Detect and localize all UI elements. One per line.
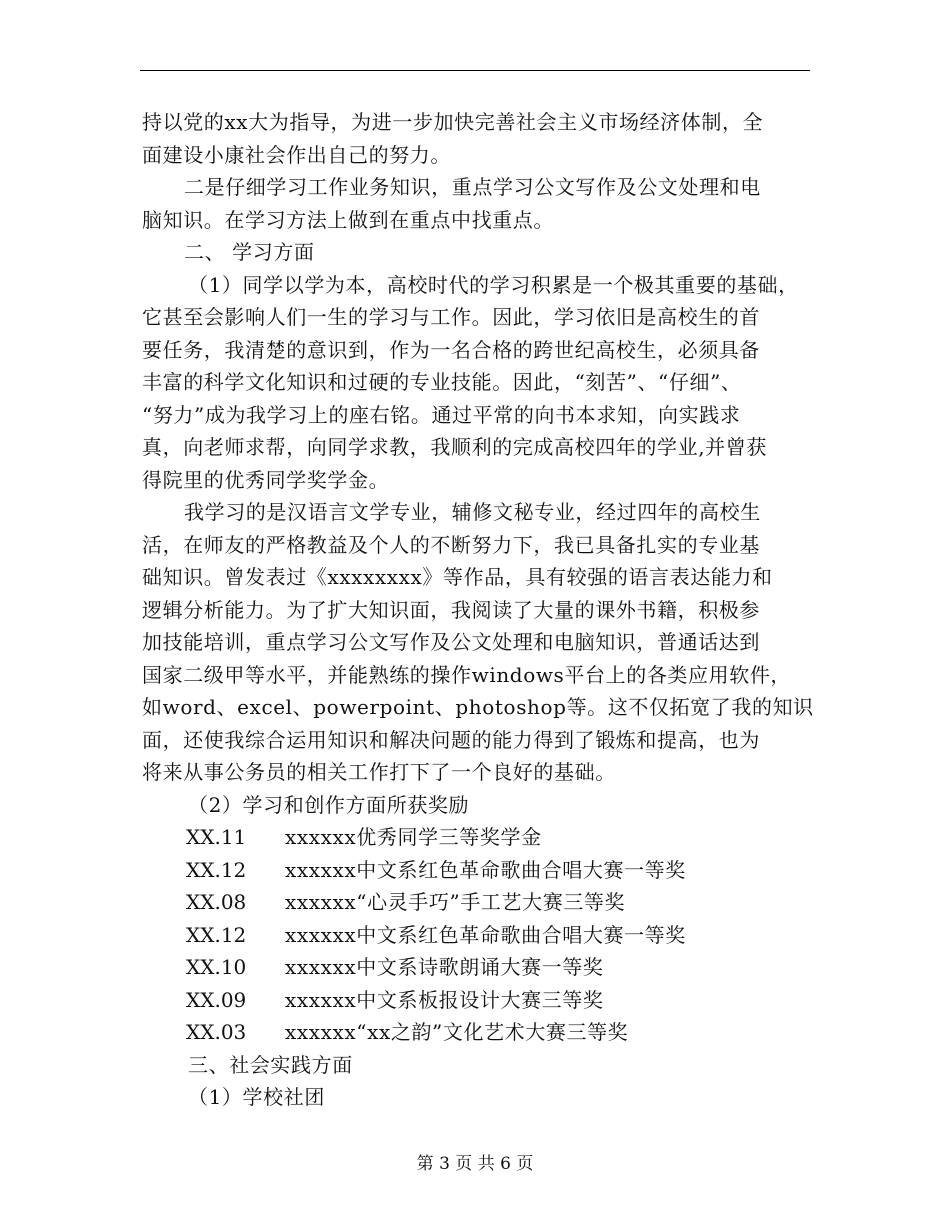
text-line: 二是仔细学习工作业务知识，重点学习公文写作及公文处理和电 bbox=[184, 175, 761, 199]
award-item bbox=[142, 1016, 814, 1049]
text-line: 它甚至会影响人们一生的学习与工作。因此，学习依旧是高校生的首 bbox=[142, 305, 760, 329]
award-name: xxxxxx“心灵手巧”手工艺大赛三等奖 bbox=[285, 890, 626, 914]
award-date: XX.12 bbox=[186, 922, 247, 947]
text-line: （1）同学以学为本，高校时代的学习积累是一个极其重要的基础， bbox=[188, 272, 799, 297]
award-date: XX.11 bbox=[186, 825, 247, 849]
text-line: 如word、excel、powerpoint、photoshop等。这不仅拓宽了我的知识 bbox=[142, 695, 814, 719]
text-line: 逻辑分析能力。为了扩大知识面，我阅读了大量的课外书籍，积极参 bbox=[142, 597, 760, 622]
award-date: XX.03 bbox=[186, 1020, 247, 1044]
text-line: 持以党的xx大为指导，为进一步加快完善社会主义市场经济体制，全 bbox=[142, 110, 764, 134]
text-line: 丰富的科学文化知识和过硬的专业技能。因此，“刻苦”、“仔细”、 bbox=[142, 370, 742, 394]
header-rule bbox=[140, 70, 810, 71]
award-item bbox=[142, 984, 814, 1017]
award-name: xxxxxx中文系板报设计大赛三等奖 bbox=[285, 987, 604, 1012]
text-line: 真，向老师求帮，向同学求教，我顺利的完成高校四年的学业,并曾获 bbox=[142, 435, 767, 459]
text-line: 国家二级甲等水平，并能熟练的操作windows平台上的各类应用软件， bbox=[142, 662, 792, 687]
award-item bbox=[142, 821, 814, 854]
text-line: （2）学习和创作方面所获奖励 bbox=[188, 792, 470, 817]
text-line: 础知识。曾发表过《xxxxxxxx》等作品，具有较强的语言表达能力和 bbox=[142, 565, 773, 589]
text-line: 脑知识。在学习方法上做到在重点中找重点。 bbox=[142, 207, 554, 232]
section-heading: 三、社会实践方面 bbox=[188, 1052, 353, 1077]
text-line: 加技能培训，重点学习公文写作及公文处理和电脑知识，普通话达到 bbox=[142, 630, 760, 654]
award-date: XX.10 bbox=[186, 955, 247, 979]
award-item bbox=[142, 854, 814, 887]
award-name: xxxxxx优秀同学三等奖学金 bbox=[285, 825, 542, 849]
subsection-heading: （1）学校社团 bbox=[188, 1085, 325, 1109]
text-line: 二、 学习方面 bbox=[184, 240, 315, 264]
text-line: “努力”成为我学习上的座右铭。通过平常的向书本求知，向实践求 bbox=[142, 402, 741, 427]
award-item bbox=[142, 919, 814, 952]
award-date: XX.08 bbox=[186, 890, 247, 914]
award-date: XX.12 bbox=[186, 857, 247, 882]
text-line: 得院里的优秀同学奖学金。 bbox=[142, 467, 390, 492]
award-item bbox=[142, 886, 814, 919]
paragraph-block bbox=[142, 106, 814, 821]
award-name: xxxxxx中文系红色革命歌曲合唱大赛一等奖 bbox=[285, 922, 686, 947]
text-line: 我学习的是汉语言文学专业，辅修文秘专业，经过四年的高校生 bbox=[184, 500, 761, 524]
text-line: 活，在师友的严格教益及个人的不断努力下，我已具备扎实的专业基 bbox=[142, 532, 760, 557]
text-line: 面建设小康社会作出自己的努力。 bbox=[142, 142, 451, 167]
award-date: XX.09 bbox=[186, 987, 247, 1012]
text-line: 将来从事公务员的相关工作打下了一个良好的基础。 bbox=[142, 760, 616, 784]
award-name: xxxxxx中文系红色革命歌曲合唱大赛一等奖 bbox=[285, 857, 686, 882]
award-name: xxxxxx“xx之韵”文化艺术大赛三等奖 bbox=[285, 1020, 629, 1044]
award-item bbox=[142, 951, 814, 984]
text-line: 要任务，我清楚的意识到，作为一名合格的跨世纪高校生，必须具备 bbox=[142, 337, 760, 362]
text-line: 面，还使我综合运用知识和解决问题的能力得到了锻炼和提高，也为 bbox=[142, 727, 760, 752]
page-number: 第 3 页 共 6 页 bbox=[416, 1154, 534, 1174]
award-name: xxxxxx中文系诗歌朗诵大赛一等奖 bbox=[285, 955, 604, 979]
section-block bbox=[142, 1049, 814, 1114]
awards-list bbox=[142, 821, 814, 1049]
document-body bbox=[142, 106, 814, 1114]
